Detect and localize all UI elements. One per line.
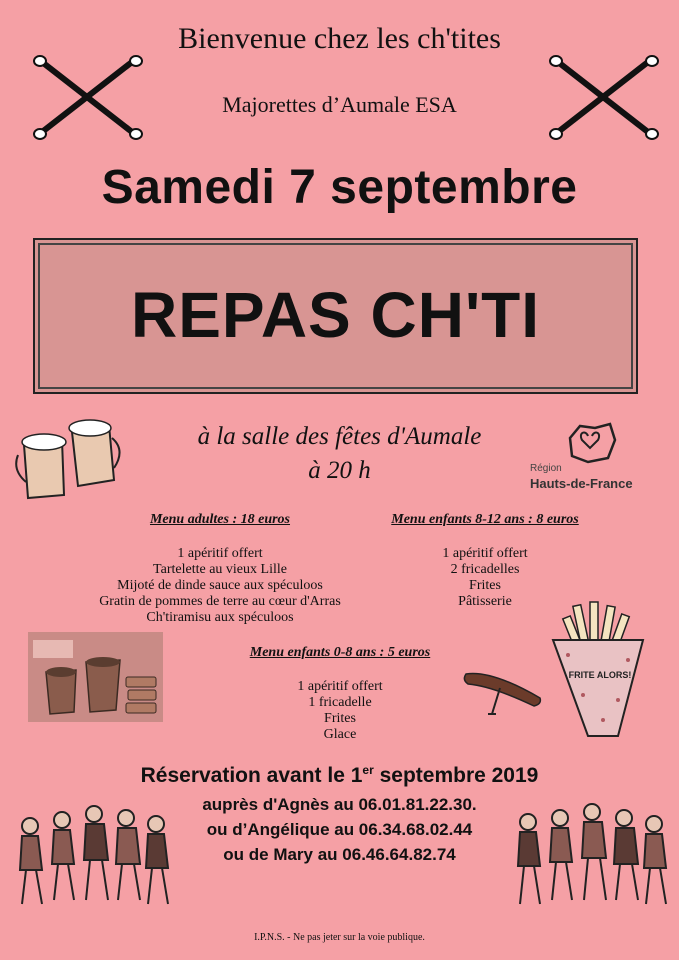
- list-item: Tartelette au vieux Lille: [153, 562, 287, 577]
- reservation-title: [0, 763, 679, 788]
- contact-angelique: ou d’Angélique au 06.34.68.02.44: [206, 820, 473, 839]
- list-item: Gratin de pommes de terre au cœur d'Arras: [99, 594, 341, 609]
- crossed-batons-right-icon: [548, 52, 660, 142]
- contact-agnes: auprès d'Agnès au 06.01.81.22.30.: [202, 795, 477, 814]
- list-item: 1 apéritif offert: [177, 546, 263, 561]
- list-item: 2 fricadelles: [450, 562, 520, 577]
- fries-cone-icon: [548, 600, 648, 740]
- club-name: Majorettes d’Aumale ESA: [222, 92, 457, 117]
- menu-kids-0-8-items: [210, 679, 470, 743]
- reservation-title-end: septembre 2019: [373, 764, 539, 787]
- menu-kids-8-12-title: Menu enfants 8-12 ans : 8 euros: [391, 512, 579, 527]
- list-item: 1 apéritif offert: [297, 679, 383, 694]
- list-item: Glace: [323, 727, 357, 742]
- dancers-right-icon: [510, 800, 670, 915]
- list-item: Frites: [469, 578, 501, 593]
- list-item: Frites: [324, 711, 356, 726]
- footer-note: I.P.N.S. - Ne pas jeter sur la voie publique.: [254, 932, 425, 943]
- list-item: 1 apéritif offert: [442, 546, 528, 561]
- fries-cone-label: FRITE ALORS!: [568, 670, 632, 680]
- list-item: 1 fricadelle: [308, 695, 372, 710]
- menu-adults-items: [60, 546, 380, 626]
- menu-kids-0-8-title: Menu enfants 0-8 ans : 5 euros: [249, 645, 431, 660]
- dancers-left-icon: [12, 800, 172, 915]
- venue-info: [0, 420, 679, 488]
- banner-title: REPAS CH'TI: [130, 279, 541, 351]
- venue-time: à 20 h: [308, 457, 371, 484]
- tiramisu-photo-icon: [28, 632, 163, 722]
- menu-kids-0-8: [210, 645, 470, 743]
- menu-adults-title: Menu adultes : 18 euros: [149, 512, 291, 527]
- fricadelle-icon: [462, 662, 544, 722]
- welcome-title: Bienvenue chez les ch'tites: [178, 22, 501, 55]
- menu-kids-8-12: [360, 512, 610, 610]
- menu-adults: [60, 512, 380, 626]
- reservation-title-sup: er: [362, 763, 374, 777]
- event-date: Samedi 7 septembre: [101, 161, 578, 214]
- reservation-title-start: Réservation avant le 1: [140, 764, 363, 787]
- list-item: Ch'tiramisu aux spéculoos: [146, 610, 294, 625]
- region-name: Hauts-de-France: [530, 476, 633, 491]
- list-item: Pâtisserie: [458, 594, 512, 609]
- title-banner: [33, 238, 638, 394]
- list-item: Mijoté de dinde sauce aux spéculoos: [117, 578, 323, 593]
- region-label: Région: [530, 463, 562, 474]
- crossed-batons-left-icon: [32, 52, 144, 142]
- venue-place: à la salle des fêtes d'Aumale: [197, 423, 482, 450]
- contact-mary: ou de Mary au 06.46.64.82.74: [223, 845, 456, 864]
